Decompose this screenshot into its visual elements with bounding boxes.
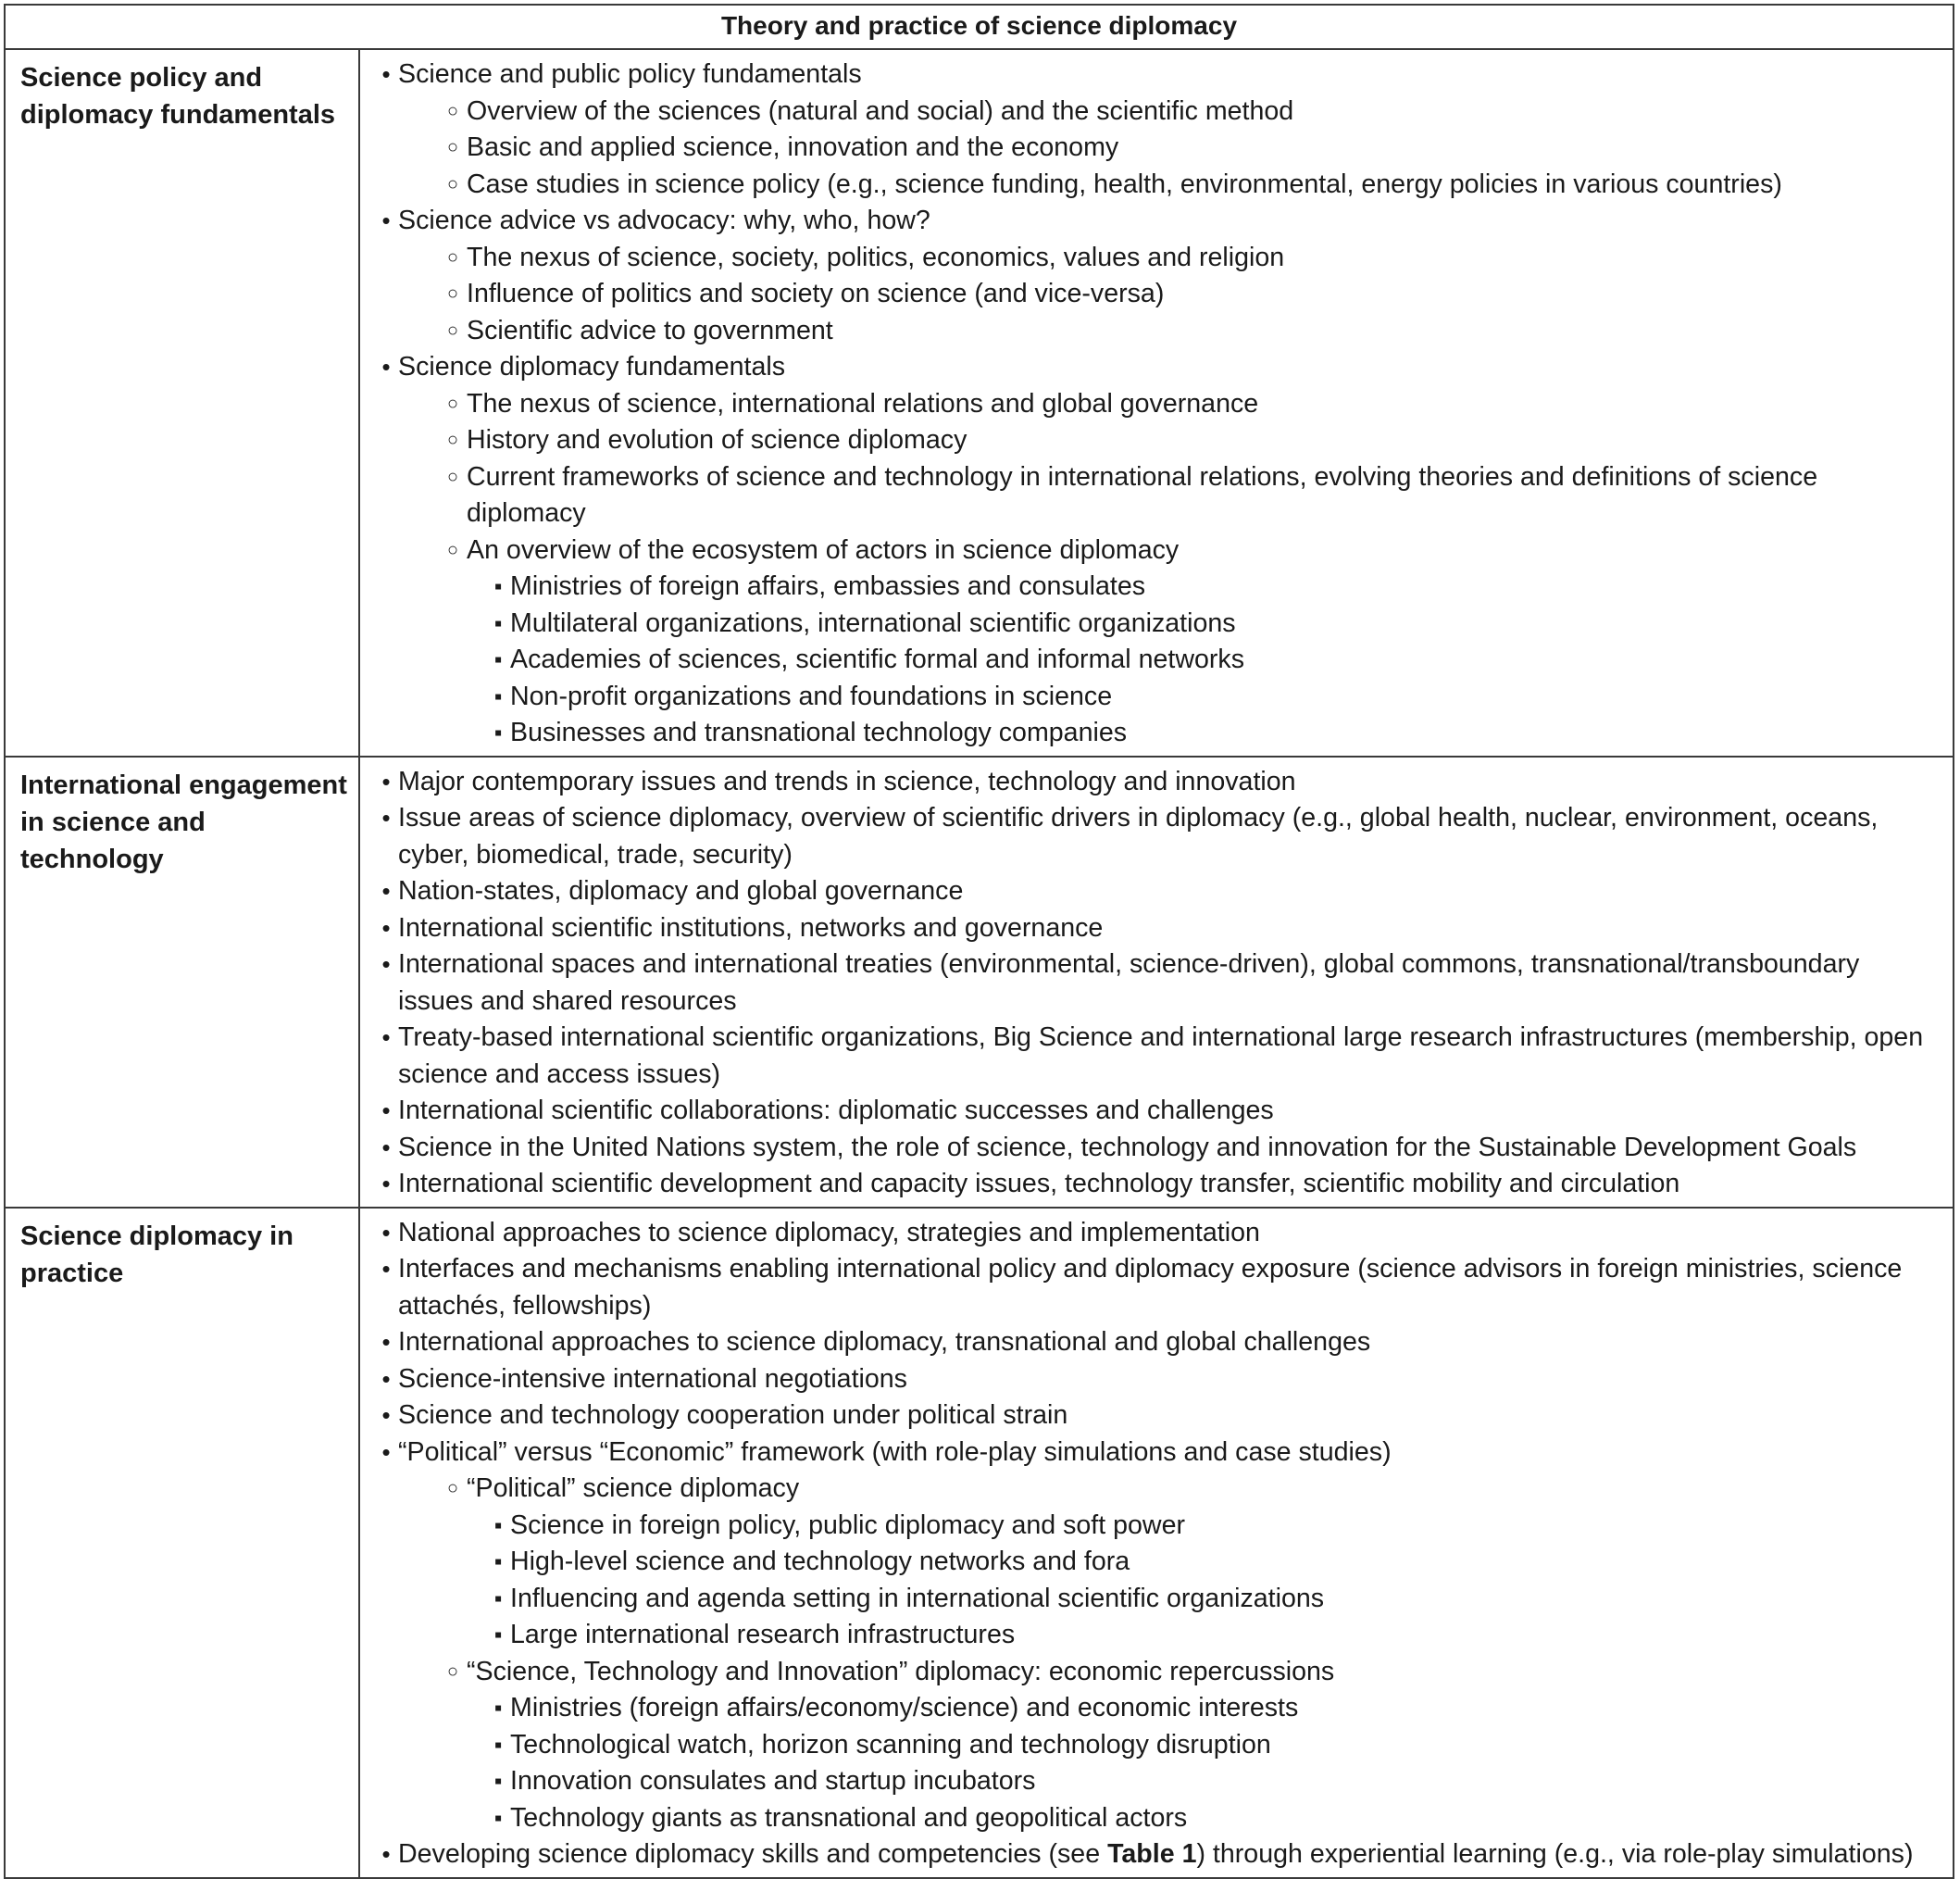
list-item-text: National approaches to science diplomacy, strategies and implementation — [398, 1217, 1260, 1247]
bullet-icon: ▪ — [493, 1585, 503, 1611]
list-item — [379, 1020, 1941, 1093]
list-item — [379, 1690, 1941, 1727]
bullet-icon: ○ — [446, 246, 459, 268]
list-item — [379, 910, 1941, 947]
list-item-text: Science and technology cooperation under political strain — [398, 1400, 1068, 1430]
list-item — [379, 276, 1941, 313]
list-item-text: Current frameworks of science and technology in international relations, evolving theories and definitions of science diplomacy — [467, 461, 1818, 528]
list-item-text: Academies of sciences, scientific formal and informal networks — [510, 645, 1245, 674]
list-item — [379, 764, 1941, 801]
list-item — [379, 1166, 1941, 1203]
list-item — [379, 715, 1941, 752]
bullet-icon: ▪ — [493, 1769, 503, 1794]
list-item — [379, 386, 1941, 423]
list-item-text: Science and public policy fundamentals — [398, 59, 862, 89]
list-item-text: Technological watch, horizon scanning and technology disruption — [510, 1729, 1271, 1760]
list-item-text: The nexus of science, society, politics, economics, values and religion — [467, 242, 1285, 272]
bullet-icon: • — [381, 1364, 391, 1393]
list-item-text: International scientific collaborations: diplomatic successes and challenges — [398, 1096, 1274, 1125]
list-item — [379, 459, 1941, 532]
list-item-text: Basic and applied science, innovation and the economy — [467, 132, 1119, 162]
section-label: Science diplomacy in practice — [5, 1208, 359, 1878]
bullet-icon: • — [381, 1023, 391, 1051]
list-item-text: Innovation consulates and startup incubators — [510, 1766, 1036, 1796]
list-item-text: High-level science and technology networks and fora — [510, 1547, 1130, 1576]
bullet-icon: ○ — [446, 283, 459, 304]
bullet-icon: ○ — [446, 466, 459, 487]
bullet-icon: ○ — [446, 539, 459, 560]
bullet-icon: • — [381, 1840, 391, 1868]
list-item-text: An overview of the ecosystem of actors in science diplomacy — [467, 534, 1180, 565]
bullet-icon: ▪ — [493, 720, 503, 745]
section-label: International engagement in science and technology — [5, 757, 359, 1208]
list-item-text: Case studies in science policy (e.g., science funding, health, environmental, energy policies in various countries) — [467, 169, 1782, 199]
table-reference-link[interactable]: Table 1 — [1107, 1839, 1197, 1869]
bullet-icon: ○ — [446, 137, 459, 157]
list-item — [379, 167, 1941, 204]
section-content — [359, 757, 1954, 1208]
list-item — [379, 1251, 1941, 1324]
list-item — [379, 349, 1941, 386]
table-title: Theory and practice of science diplomacy — [5, 5, 1954, 49]
list-item-text: Science diplomacy fundamentals — [398, 352, 786, 382]
list-item — [379, 1471, 1941, 1508]
list-item-text: Businesses and transnational technology companies — [510, 718, 1128, 747]
bullet-icon: ○ — [446, 1478, 459, 1498]
syllabus-table — [4, 4, 1954, 1879]
list-item — [379, 1361, 1941, 1398]
bullet-icon: ▪ — [493, 1512, 503, 1538]
list-item-text: Science-intensive international negotiations — [398, 1363, 907, 1394]
bullet-icon: • — [381, 1133, 391, 1161]
list-item-text: Influencing and agenda setting in international scientific organizations — [510, 1583, 1325, 1613]
list-item — [379, 1763, 1941, 1800]
list-item-text: Issue areas of science diplomacy, overview of scientific drivers in diplomacy (e.g., global health, nuclear, environment, oceans, cyber, biomedical, trade, security) — [398, 803, 1879, 870]
list-item-text: Multilateral organizations, international scientific organizations — [510, 608, 1236, 638]
bullet-icon: • — [381, 877, 391, 905]
section-content — [359, 1208, 1954, 1878]
bullet-icon: • — [381, 1401, 391, 1429]
list-item-text: “Science, Technology and Innovation” diplomacy: economic repercussions — [467, 1656, 1335, 1686]
bullet-icon: ▪ — [493, 1622, 503, 1647]
bullet-icon: ▪ — [493, 1732, 503, 1758]
section-content — [359, 49, 1954, 757]
list-item — [379, 422, 1941, 459]
section-row — [5, 49, 1954, 757]
list-item — [379, 313, 1941, 350]
bullet-icon: • — [381, 950, 391, 978]
bullet-icon: ○ — [446, 173, 459, 194]
list-item-text: History and evolution of science diplomacy — [467, 425, 968, 455]
list-item — [379, 569, 1941, 606]
bullet-icon: • — [381, 1218, 391, 1246]
bullet-icon: ○ — [446, 393, 459, 414]
list-item — [379, 1617, 1941, 1654]
bullet-icon: • — [381, 60, 391, 88]
bullet-icon: • — [381, 1328, 391, 1356]
list-item — [379, 1093, 1941, 1130]
list-item-text: Ministries (foreign affairs/economy/science) and economic interests — [510, 1693, 1299, 1722]
bullet-icon: ▪ — [493, 647, 503, 672]
list-item-text: International scientific institutions, networks and governance — [398, 912, 1104, 943]
list-item — [379, 1434, 1941, 1472]
list-item — [379, 679, 1941, 716]
list-item — [379, 1581, 1941, 1618]
list-item — [379, 1397, 1941, 1434]
list-item — [379, 800, 1941, 873]
list-item — [379, 1508, 1941, 1545]
bullet-icon: ○ — [446, 1660, 459, 1682]
bullet-icon: ▪ — [493, 1805, 503, 1831]
list-item — [379, 946, 1941, 1020]
list-item-text: Developing science diplomacy skills and competencies (see — [398, 1839, 1108, 1869]
table-header-row — [5, 5, 1954, 49]
bullet-icon: • — [381, 804, 391, 832]
list-item — [379, 1836, 1941, 1873]
list-item-text: International spaces and international treaties (environmental, science-driven), global commons, transnational/transboundary issues and shared resources — [398, 949, 1860, 1016]
list-item-text: Influence of politics and society on science (and vice-versa) — [467, 279, 1165, 308]
bullet-icon: • — [381, 1170, 391, 1197]
list-item-text: The nexus of science, international relations and global governance — [467, 388, 1259, 419]
list-item-text: Science in foreign policy, public diplomacy and soft power — [510, 1509, 1186, 1540]
bullet-icon: ▪ — [493, 1696, 503, 1721]
bullet-icon: • — [381, 1255, 391, 1283]
list-item — [379, 1654, 1941, 1691]
list-item — [379, 1544, 1941, 1581]
bullet-icon: • — [381, 1437, 391, 1466]
list-item-text: Nation-states, diplomacy and global governance — [398, 876, 964, 906]
section-row — [5, 757, 1954, 1208]
list-item-text: Science advice vs advocacy: why, who, how? — [398, 206, 930, 235]
bullet-icon: • — [381, 913, 391, 942]
list-item — [379, 1215, 1941, 1252]
list-item-text: Interfaces and mechanisms enabling international policy and diplomacy exposure (science advisors in foreign ministries, science attachés, fellowships) — [398, 1254, 1903, 1321]
list-item-text: Treaty-based international scientific organizations, Big Science and international large research infrastructures (membership, open science and access issues) — [398, 1022, 1924, 1089]
list-item — [379, 130, 1941, 167]
document-page — [4, 4, 1954, 1879]
list-item — [379, 1800, 1941, 1837]
list-item-text: Technology giants as transnational and geopolitical actors — [510, 1802, 1188, 1833]
list-item — [379, 873, 1941, 910]
list-item-text: “Political” science diplomacy — [467, 1473, 800, 1503]
list-item-text: Ministries of foreign affairs, embassies and consulates — [510, 571, 1146, 601]
bullet-icon: ○ — [446, 100, 459, 121]
list-item-text: International scientific development and capacity issues, technology transfer, scientific mobility and circulation — [398, 1169, 1680, 1198]
list-item — [379, 606, 1941, 643]
list-item — [379, 94, 1941, 131]
section-label: Science policy and diplomacy fundamentals — [5, 49, 359, 757]
list-item-text: Large international research infrastructures — [510, 1620, 1016, 1649]
list-item-text: Science in the United Nations system, the role of science, technology and innovation for the Sustainable Development Goals — [398, 1132, 1857, 1162]
list-item-text: Major contemporary issues and trends in science, technology and innovation — [398, 766, 1296, 796]
bullet-icon: ▪ — [493, 1549, 503, 1574]
list-item — [379, 532, 1941, 570]
list-item — [379, 642, 1941, 679]
list-item — [379, 1324, 1941, 1361]
bullet-icon: ○ — [446, 319, 459, 341]
list-item-text: “Political” versus “Economic” framework (with role-play simulations and case studies) — [398, 1436, 1392, 1467]
list-item — [379, 1727, 1941, 1764]
list-item — [379, 240, 1941, 277]
list-item-text: Scientific advice to government — [467, 315, 833, 345]
bullet-icon: ▪ — [493, 610, 503, 636]
list-item — [379, 1130, 1941, 1167]
bullet-icon: ▪ — [493, 574, 503, 599]
bullet-icon: ○ — [446, 430, 459, 450]
bullet-icon: • — [381, 767, 391, 795]
bullet-icon: ▪ — [493, 683, 503, 709]
section-row — [5, 1208, 1954, 1878]
list-item — [379, 56, 1941, 94]
bullet-icon: • — [381, 353, 391, 381]
table-body — [5, 49, 1954, 1878]
bullet-icon: • — [381, 1096, 391, 1124]
list-item — [379, 203, 1941, 240]
bullet-icon: • — [381, 207, 391, 234]
list-item-text: International approaches to science diplomacy, transnational and global challenges — [398, 1327, 1371, 1357]
list-item-text: Overview of the sciences (natural and social) and the scientific method — [467, 95, 1294, 126]
list-item-text: Non-profit organizations and foundations in science — [510, 681, 1113, 711]
list-item-text: ) through experiential learning (e.g., via role-play simulations) — [1196, 1839, 1914, 1869]
